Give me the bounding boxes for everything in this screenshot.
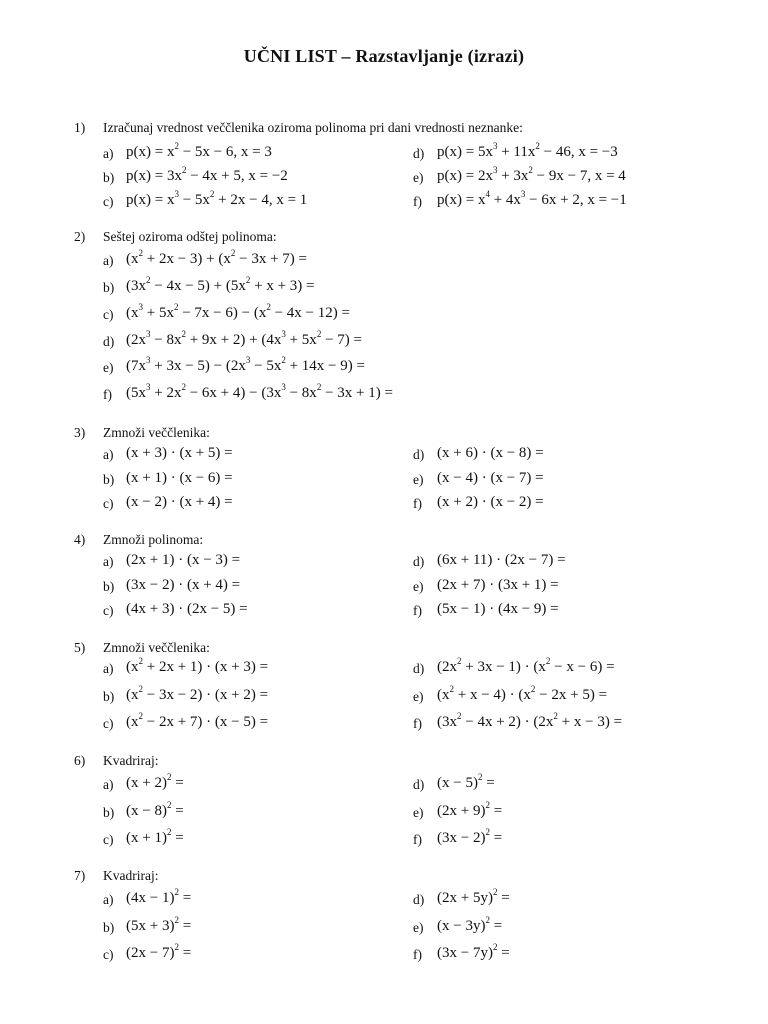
task-label: a) bbox=[103, 253, 114, 268]
task-item bbox=[0, 772, 768, 797]
task-expression: (x + 6) · (x − 8) = bbox=[437, 445, 544, 461]
task-expression: $p(x) = 5x^3 + 11x^2 - 46$, x = −3 bbox=[437, 141, 618, 160]
task-expression: $(x + 2)^2$ = bbox=[126, 772, 184, 791]
task-label: f) bbox=[413, 832, 422, 847]
task-label: b) bbox=[103, 805, 115, 820]
task-item bbox=[0, 577, 768, 599]
task-label: d) bbox=[413, 146, 425, 161]
task-item bbox=[0, 248, 768, 273]
task-label: b) bbox=[103, 472, 115, 487]
task-expression: (x + 1) · (x − 6) = bbox=[126, 470, 233, 486]
exercise-number: 4) bbox=[74, 532, 86, 547]
task-expression: (x − 4) · (x − 7) = bbox=[437, 470, 544, 486]
task-label: b) bbox=[103, 170, 115, 185]
task-label: d) bbox=[413, 661, 425, 676]
exercise-instruction: Kvadriraj: bbox=[103, 868, 159, 883]
exercise-number: 7) bbox=[74, 868, 86, 883]
task-label: e) bbox=[103, 360, 114, 375]
task-expression: $(x + 1)^2$ = bbox=[126, 827, 184, 846]
task-expression: $(x^2 + 2x + 1) \cdot (x + 3)$ = bbox=[126, 656, 269, 675]
task-expression: $p(x) = 2x^3 + 3x^2 - 9x - 7$, x = 4 bbox=[437, 165, 626, 184]
task-expression: $(x^2 - 3x - 2) \cdot (x + 2)$ = bbox=[126, 684, 269, 703]
task-expression: (x − 2) · (x + 4) = bbox=[126, 494, 233, 510]
task-item bbox=[0, 165, 768, 190]
task-expression: (x + 2) · (x − 2) = bbox=[437, 494, 544, 510]
task-item bbox=[0, 827, 768, 852]
exercise-instruction: Zmnoži polinoma: bbox=[103, 532, 204, 547]
task-label: a) bbox=[103, 554, 114, 569]
task-expression: $(x^3 + 5x^2 - 7x - 6) - (x^2 - 4x - 12)$ = bbox=[126, 302, 350, 321]
task-item bbox=[0, 656, 768, 681]
exercise-instruction: Izračunaj vrednost veččlenika oziroma polinoma pri dani vrednosti neznanke: bbox=[103, 120, 523, 135]
task-item bbox=[0, 800, 768, 825]
exercise-number: 6) bbox=[74, 753, 86, 768]
task-item bbox=[0, 445, 768, 467]
task-expression: (5x − 1) · (4x − 9) = bbox=[437, 601, 559, 617]
task-item bbox=[0, 684, 768, 709]
exercise-number: 3) bbox=[74, 425, 86, 440]
task-item bbox=[0, 552, 768, 574]
task-expression: $(2x^3 - 8x^2 + 9x + 2) + (4x^3 + 5x^2 - 7)$ = bbox=[126, 329, 362, 348]
task-label: c) bbox=[103, 194, 114, 209]
exercise-instruction: Zmnoži veččlenika: bbox=[103, 425, 210, 440]
task-expression: $(2x + 5y)^2$ = bbox=[437, 887, 510, 906]
task-item bbox=[0, 915, 768, 940]
task-label: f) bbox=[413, 603, 422, 618]
task-expression: $(4x - 1)^2$ = bbox=[126, 887, 192, 906]
task-label: f) bbox=[413, 194, 422, 209]
task-expression: $(7x^3 + 3x - 5) - (2x^3 - 5x^2 + 14x - 9)$ = bbox=[126, 355, 365, 374]
task-expression: (2x + 7) · (3x + 1) = bbox=[437, 577, 559, 593]
task-label: c) bbox=[103, 603, 114, 618]
task-item bbox=[0, 470, 768, 492]
task-label: e) bbox=[413, 170, 424, 185]
exercise-instruction: Zmnoži veččlenika: bbox=[103, 640, 210, 655]
task-item bbox=[0, 302, 768, 327]
task-label: c) bbox=[103, 832, 114, 847]
task-expression: (3x − 2) · (x + 4) = bbox=[126, 577, 241, 593]
task-label: d) bbox=[413, 777, 425, 792]
task-expression: $(x^2 - 2x + 7) \cdot (x - 5)$ = bbox=[126, 711, 269, 730]
task-label: d) bbox=[413, 447, 425, 462]
task-label: c) bbox=[103, 716, 114, 731]
task-item bbox=[0, 942, 768, 967]
exercise-number: 2) bbox=[74, 229, 86, 244]
task-label: f) bbox=[413, 716, 422, 731]
task-item bbox=[0, 189, 768, 214]
task-label: b) bbox=[103, 579, 115, 594]
task-expression: (4x + 3) · (2x − 5) = bbox=[126, 601, 248, 617]
task-label: e) bbox=[413, 689, 424, 704]
task-expression: $(x^2 + 2x - 3) + (x^2 - 3x + 7)$ = bbox=[126, 248, 307, 267]
task-label: c) bbox=[103, 947, 114, 962]
task-label: f) bbox=[103, 387, 112, 402]
task-label: a) bbox=[103, 661, 114, 676]
task-item bbox=[0, 887, 768, 912]
task-expression: $p(x) = x^4 + 4x^3 - 6x + 2$, x = −1 bbox=[437, 189, 627, 208]
task-label: d) bbox=[413, 892, 425, 907]
task-expression: $(x - 3y)^2$ = bbox=[437, 915, 503, 934]
task-item bbox=[0, 329, 768, 354]
exercise-instruction: Kvadriraj: bbox=[103, 753, 159, 768]
task-expression: $(3x^2 - 4x + 2) \cdot (2x^2 + x - 3)$ = bbox=[437, 711, 623, 730]
task-expression: $(5x^3 + 2x^2 - 6x + 4) - (3x^3 - 8x^2 - 3x + 1)$ = bbox=[126, 382, 393, 401]
task-expression: $p(x) = x^2 - 5x - 6$, x = 3 bbox=[126, 141, 272, 160]
task-expression: $(2x - 7)^2$ = bbox=[126, 942, 192, 961]
task-expression: $(3x - 2)^2$ = bbox=[437, 827, 503, 846]
exercise-number: 5) bbox=[74, 640, 86, 655]
page-title: UČNI LIST – Razstavljanje (izrazi) bbox=[243, 46, 525, 66]
task-expression: $(x - 8)^2$ = bbox=[126, 800, 184, 819]
task-expression: $(2x^2 + 3x - 1) \cdot (x^2 - x - 6)$ = bbox=[437, 656, 615, 675]
task-label: c) bbox=[103, 307, 114, 322]
task-label: b) bbox=[103, 280, 115, 295]
task-expression: $p(x) = 3x^2 - 4x + 5$, x = −2 bbox=[126, 165, 288, 184]
task-item bbox=[0, 141, 768, 166]
task-label: e) bbox=[413, 920, 424, 935]
task-label: b) bbox=[103, 689, 115, 704]
task-label: e) bbox=[413, 579, 424, 594]
task-label: f) bbox=[413, 496, 422, 511]
task-expression: $p(x) = x^3 - 5x^2 + 2x - 4$, x = 1 bbox=[126, 189, 308, 208]
task-expression: (x + 3) · (x + 5) = bbox=[126, 445, 233, 461]
task-item bbox=[0, 601, 768, 623]
task-expression: $(5x + 3)^2$ = bbox=[126, 915, 192, 934]
task-expression: $(x^2 + x - 4) \cdot (x^2 - 2x + 5)$ = bbox=[437, 684, 608, 703]
task-item bbox=[0, 711, 768, 736]
task-label: d) bbox=[413, 554, 425, 569]
task-label: e) bbox=[413, 805, 424, 820]
task-label: a) bbox=[103, 892, 114, 907]
task-item bbox=[0, 355, 768, 380]
task-label: b) bbox=[103, 920, 115, 935]
task-item bbox=[0, 275, 768, 300]
exercise-number: 1) bbox=[74, 120, 86, 135]
task-expression: $(2x + 9)^2$ = bbox=[437, 800, 503, 819]
task-label: a) bbox=[103, 146, 114, 161]
task-item bbox=[0, 494, 768, 516]
exercise-instruction: Seštej oziroma odštej polinoma: bbox=[103, 229, 277, 244]
task-label: f) bbox=[413, 947, 422, 962]
task-label: a) bbox=[103, 777, 114, 792]
task-expression: (6x + 11) · (2x − 7) = bbox=[437, 552, 566, 568]
task-label: c) bbox=[103, 496, 114, 511]
task-expression: $(3x^2 - 4x - 5) + (5x^2 + x + 3)$ = bbox=[126, 275, 315, 294]
task-expression: $(3x - 7y)^2$ = bbox=[437, 942, 510, 961]
task-label: a) bbox=[103, 447, 114, 462]
task-expression: $(x - 5)^2$ = bbox=[437, 772, 495, 791]
task-label: e) bbox=[413, 472, 424, 487]
task-expression: (2x + 1) · (x − 3) = bbox=[126, 552, 241, 568]
task-item bbox=[0, 382, 768, 407]
task-label: d) bbox=[103, 334, 115, 349]
